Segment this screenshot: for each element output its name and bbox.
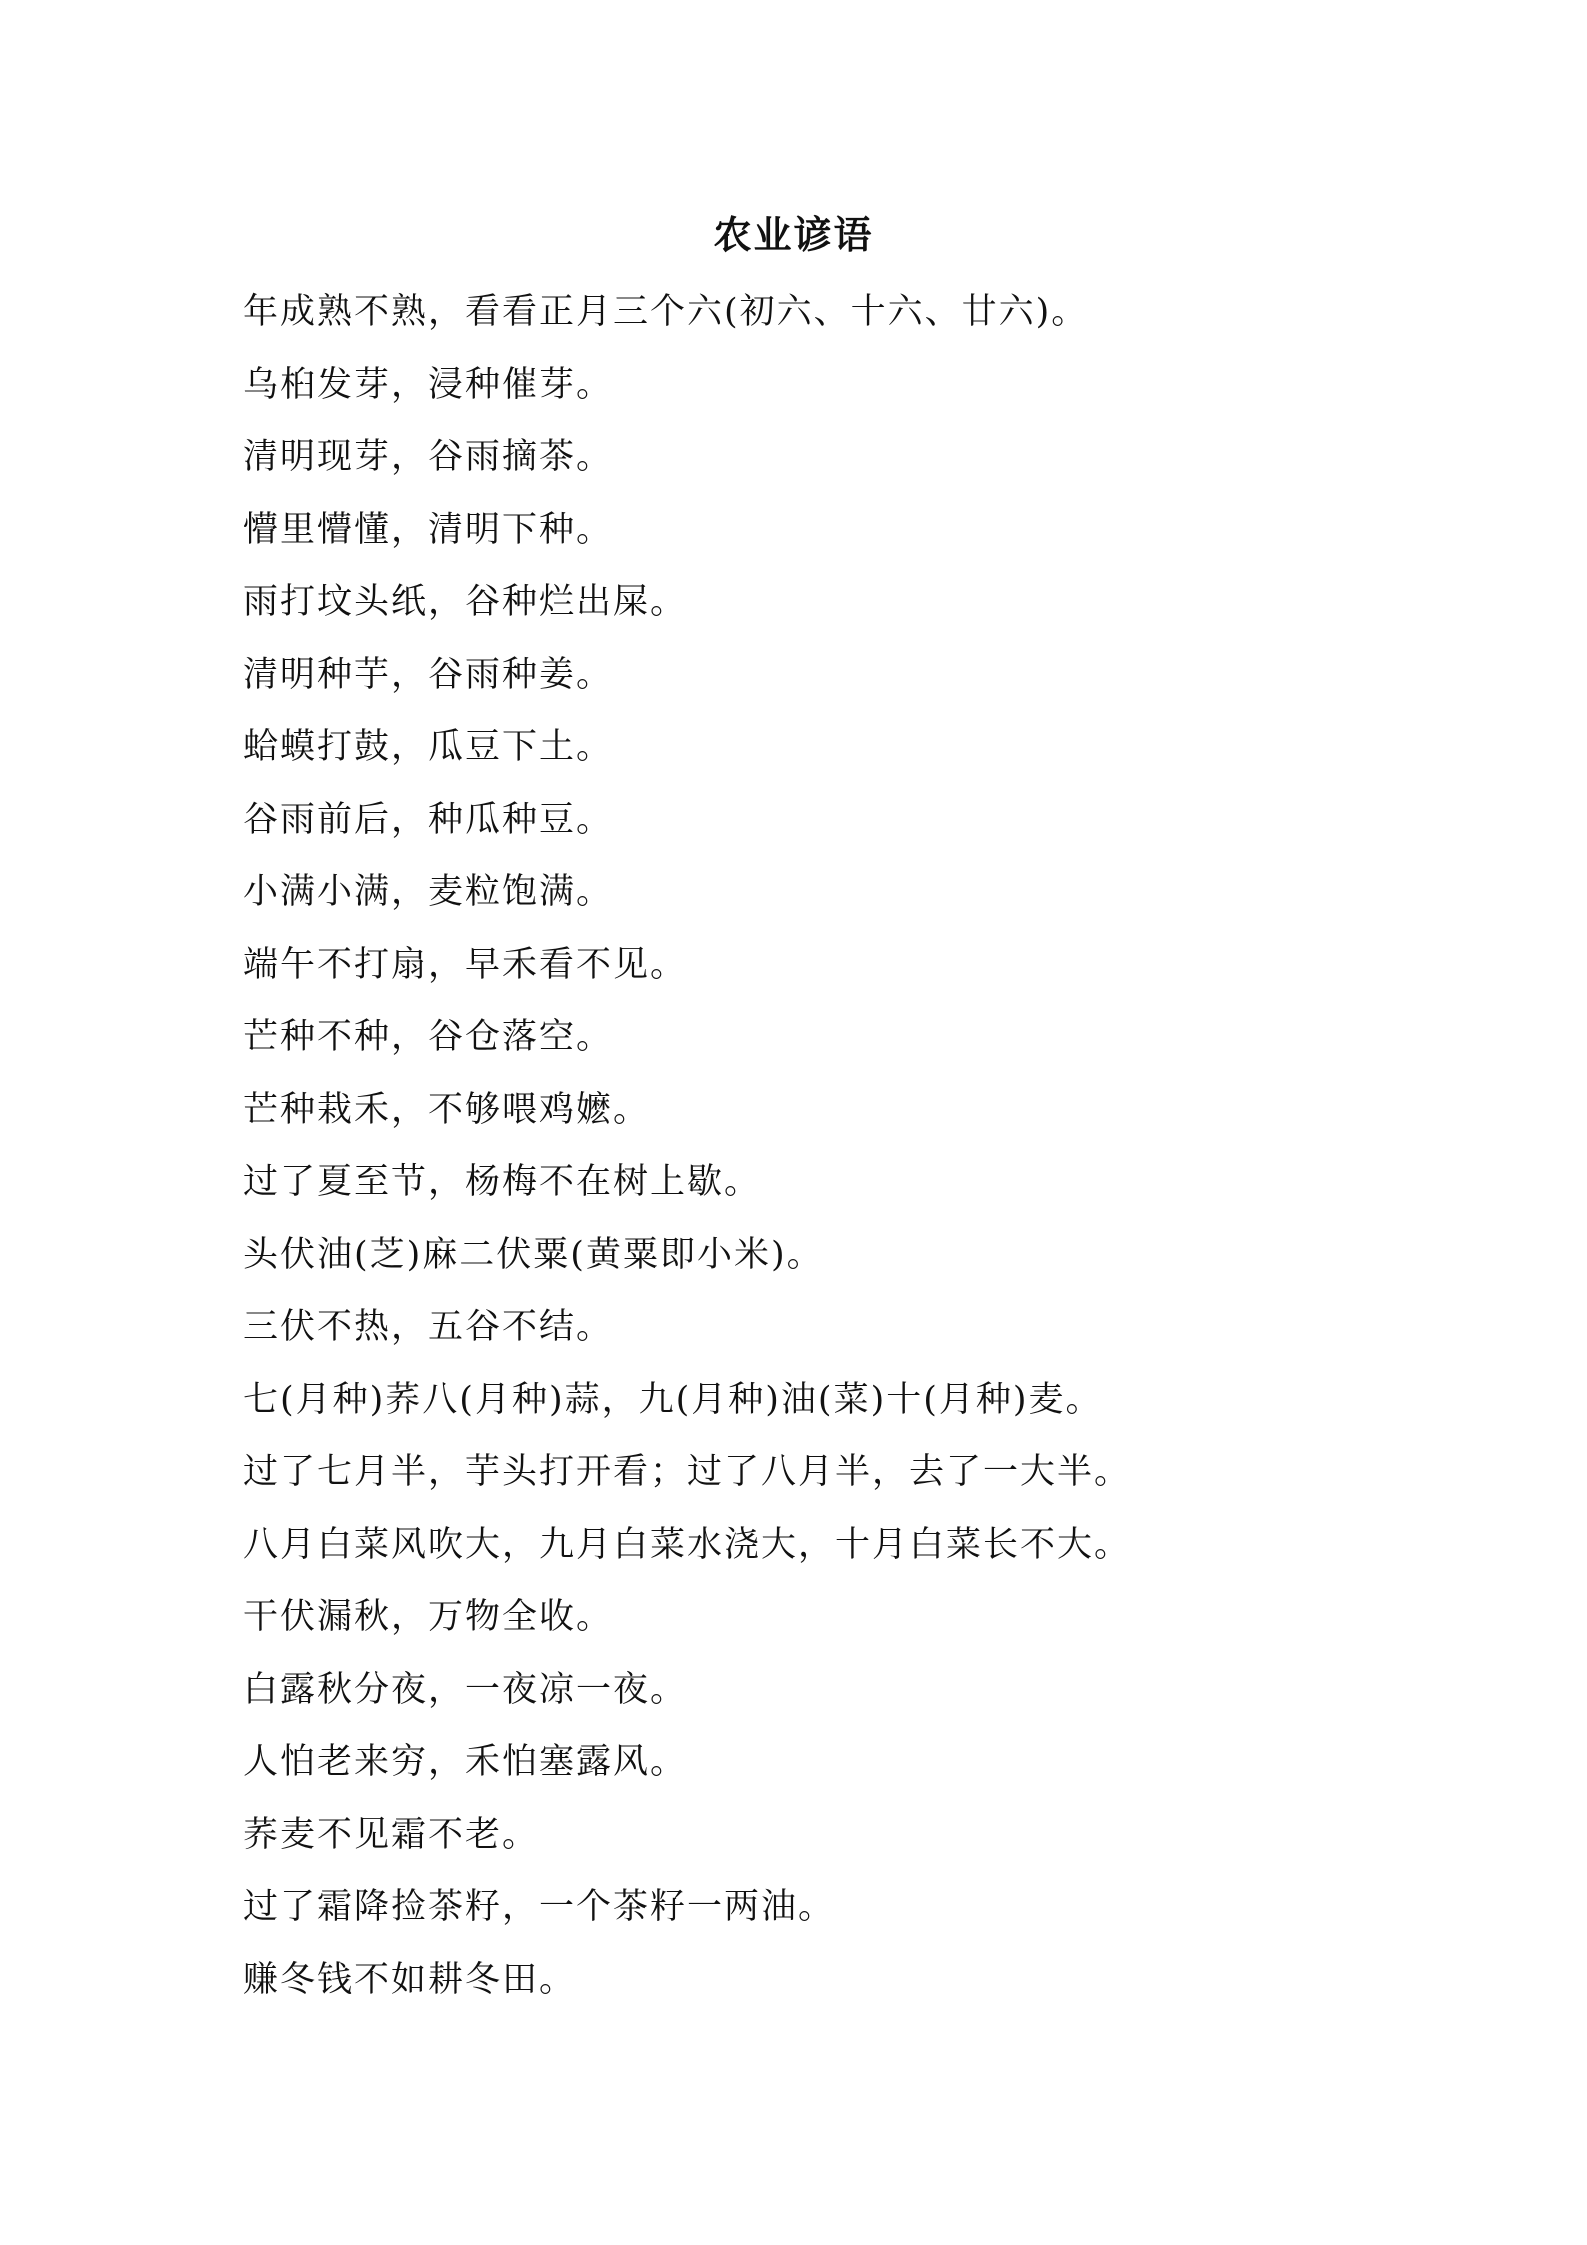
proverb-line: 荞麦不见霜不老。 — [243, 1814, 540, 1855]
document-title: 农业谚语 — [713, 212, 874, 257]
proverb-line: 小满小满，麦粒饱满。 — [243, 872, 614, 912]
proverb-line: 七(月种)荞八(月种)蒜，九(月种)油(菜)十(月种)麦。 — [243, 1379, 1103, 1420]
proverb-line: 赚冬钱不如耕冬田。 — [243, 1959, 577, 2000]
proverb-line: 芒种栽禾，不够喂鸡嬷。 — [243, 1089, 651, 1130]
proverb-line: 干伏漏秋，万物全收。 — [243, 1597, 614, 1637]
proverb-line: 八月白菜风吹大，九月白菜水浇大，十月白菜长不大。 — [243, 1524, 1132, 1565]
proverb-line: 过了夏至节，杨梅不在树上歇。 — [243, 1162, 762, 1202]
proverb-line: 懵里懵懂，清明下种。 — [243, 509, 614, 550]
proverb-line: 谷雨前后，种瓜种豆。 — [243, 799, 614, 840]
proverb-line: 白露秋分夜，一夜凉一夜。 — [243, 1669, 688, 1710]
proverb-line: 芒种不种，谷仓落空。 — [243, 1017, 614, 1057]
proverb-line: 清明现芽，谷雨摘茶。 — [243, 437, 614, 477]
proverb-line: 蛤蟆打鼓，瓜豆下土。 — [243, 727, 614, 767]
proverb-line: 过了七月半，芋头打开看；过了八月半，去了一大半。 — [243, 1452, 1132, 1492]
proverb-line: 端午不打扇，早禾看不见。 — [243, 944, 688, 985]
proverb-line: 年成熟不熟，看看正月三个六(初六、十六、廿六)。 — [243, 292, 1089, 332]
proverb-line: 清明种芋，谷雨种姜。 — [243, 654, 614, 695]
proverb-line: 乌桕发芽，浸种催芽。 — [243, 364, 614, 405]
proverb-list — [243, 285, 1443, 2025]
proverb-line: 三伏不热，五谷不结。 — [243, 1307, 614, 1347]
proverb-line: 雨打坟头纸，谷种烂出屎。 — [243, 582, 688, 622]
proverb-line: 人怕老来穷，禾怕塞露风。 — [243, 1742, 688, 1782]
proverb-line: 头伏油(芝)麻二伏粟(黄粟即小米)。 — [243, 1234, 824, 1275]
proverb-line: 过了霜降捡茶籽，一个茶籽一两油。 — [243, 1887, 836, 1927]
